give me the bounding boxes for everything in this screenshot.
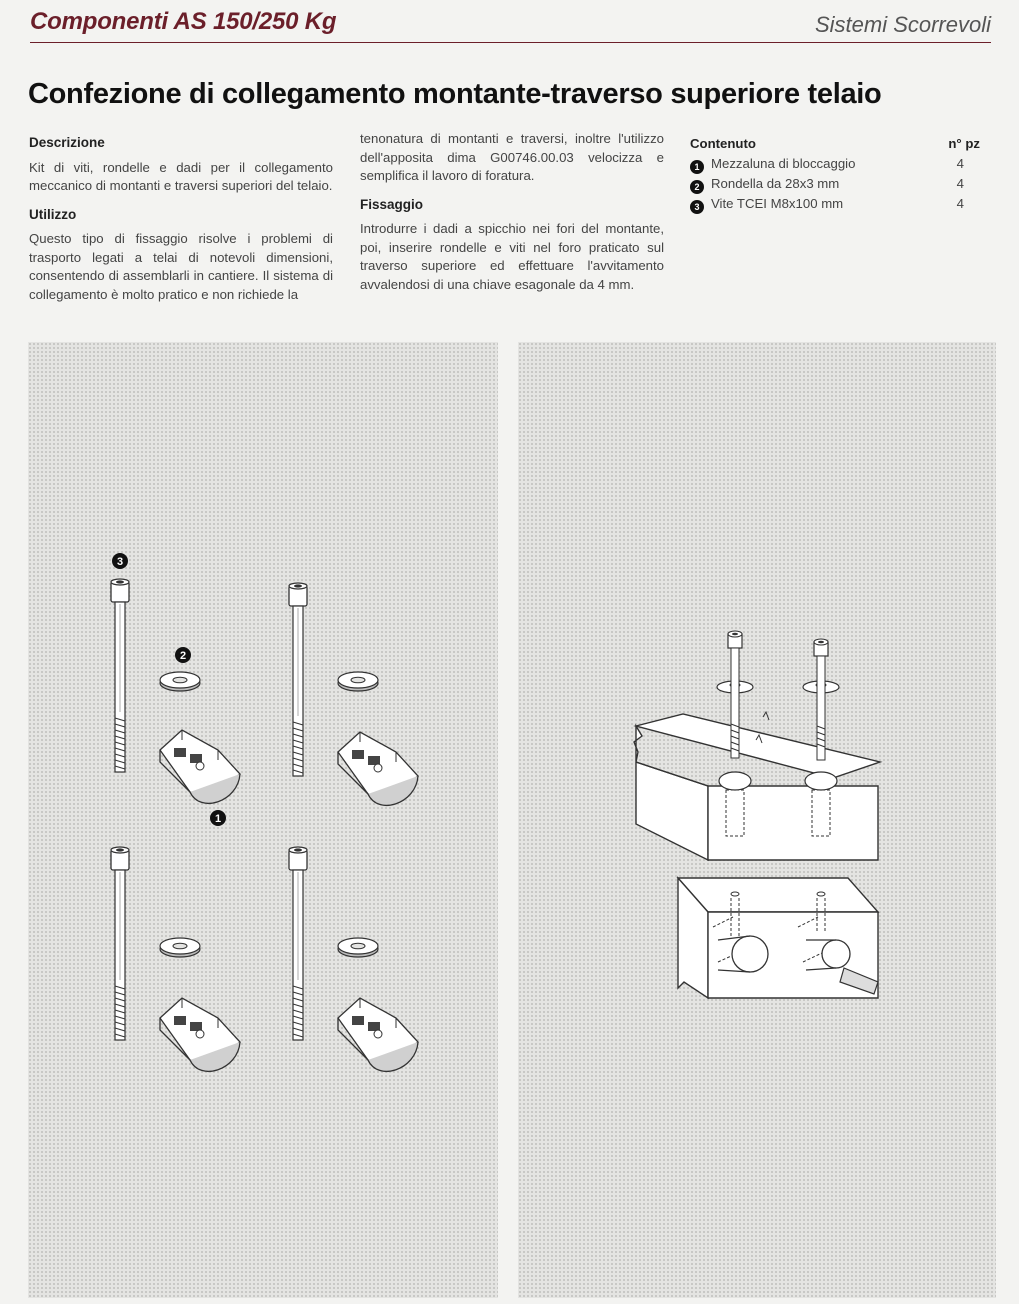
- utilizzo-heading: Utilizzo: [29, 206, 77, 222]
- utilizzo-text: Questo tipo di fissaggio risolve i problemi di trasporto legati a telai di notevoli dimensioni, consentendo di assemblarli in cantiere. Il sistema di collegamento è molto pratico e non richiede la: [29, 231, 333, 302]
- item-qty: 4: [956, 195, 964, 211]
- components-illustration: [28, 342, 498, 1298]
- page-header: [30, 0, 991, 43]
- callout-nut-number: 1: [214, 813, 222, 825]
- item-label: Mezzaluna di bloccaggio: [711, 155, 856, 171]
- list-item: [690, 194, 980, 214]
- column-description: [29, 134, 333, 314]
- item-qty: 4: [956, 175, 964, 191]
- fissaggio-text: Introdurre i dadi a spicchio nei fori del montante, poi, inserire rondelle e viti nel foro praticato sul traverso superiore ed effettuare l'avvitamento avvalendosi di una chiave esagonale da 4 mm.: [360, 221, 664, 292]
- qty-heading: n° pz: [948, 136, 980, 151]
- page-title: Confezione di collegamento montante-traverso superiore telaio: [28, 78, 882, 110]
- column-contents: [690, 134, 980, 214]
- callout-number: 1: [690, 160, 704, 174]
- assembly-illustration: [518, 342, 996, 1298]
- descrizione-text: Kit di viti, rondelle e dadi per il collegamento meccanico di montanti e traversi superiori del telaio.: [29, 159, 333, 193]
- section-title: Sistemi Scorrevoli: [814, 12, 991, 37]
- fissaggio-heading: Fissaggio: [360, 196, 424, 212]
- callout-number: 3: [690, 200, 704, 214]
- contenuto-heading: Contenuto: [690, 136, 756, 151]
- list-item: [690, 174, 980, 194]
- bolt-right: [803, 639, 839, 760]
- callout-washer-number: 2: [179, 650, 187, 662]
- item-qty: 4: [956, 155, 964, 171]
- callout-washer: [175, 647, 191, 663]
- callout-screw-number: 3: [116, 556, 124, 568]
- descrizione-heading: Descrizione: [29, 135, 105, 150]
- item-label: Vite TCEI M8x100 mm: [711, 195, 844, 211]
- callout-screw: [112, 553, 128, 569]
- contents-table: [690, 134, 980, 214]
- list-item: [690, 154, 980, 174]
- product-line-title: Componenti AS 150/250 Kg: [30, 8, 337, 35]
- utilizzo-text-continued: tenonatura di montanti e traversi, inoltre l'utilizzo dell'apposita dima G00746.00.03 velocizza e semplifica il lavoro di foratura.: [360, 131, 664, 183]
- item-label: Rondella da 28x3 mm: [711, 175, 840, 191]
- column-fixing: [360, 131, 664, 304]
- callout-nut: [210, 810, 226, 826]
- components-illustration-panel: [28, 342, 498, 1298]
- assembly-illustration-panel: [518, 342, 996, 1298]
- callout-number: 2: [690, 180, 704, 194]
